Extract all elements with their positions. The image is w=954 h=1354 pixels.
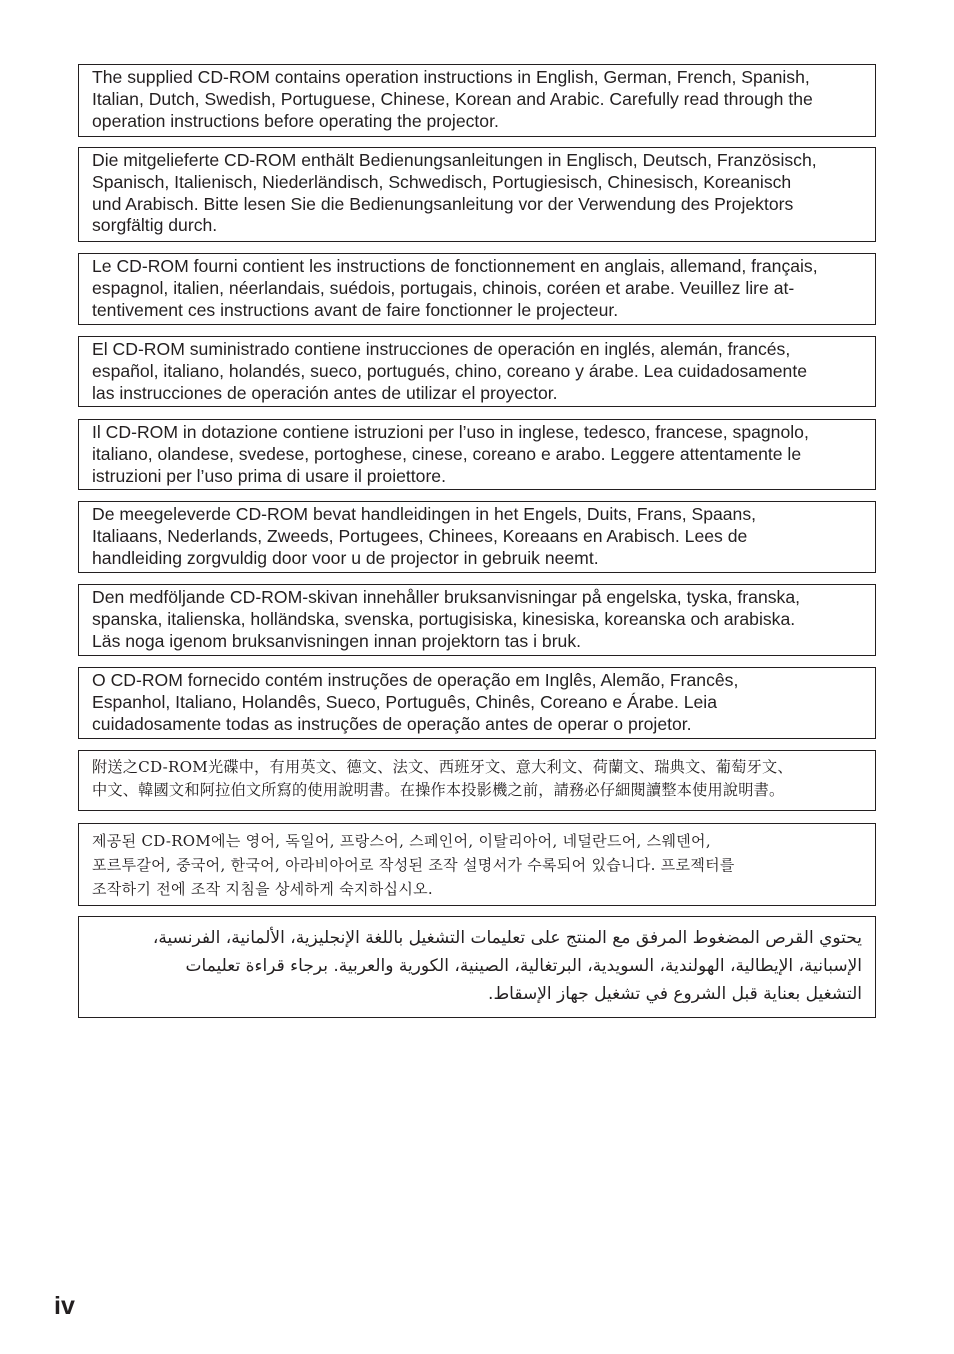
notice-line: 포르투갈어, 중국어, 한국어, 아라비아어로 작성된 조작 설명서가 수록되어 있습니다. 프로젝터를 xyxy=(92,856,735,874)
notice-line: cuidadosamente todas as instruções de operação antes de operar o projetor. xyxy=(92,713,692,734)
notice-chinese xyxy=(78,750,876,811)
notice-line: sorgfältig durch. xyxy=(92,215,218,236)
notice-line: التشغيل بعناية قبل الشروع في تشغيل جهاز الإسقاط. xyxy=(488,984,862,1004)
notice-line: 附送之CD-ROM光碟中，有用英文、德文、法文、西班牙文、意大利文、荷蘭文、瑞典文、葡萄牙文、 xyxy=(92,758,793,776)
page-number: iv xyxy=(54,1292,75,1320)
notice-line: 中文、韓國文和阿拉伯文所寫的使用說明書。在操作本投影機之前，請務必仔細閱讀整本使用說明書。 xyxy=(92,781,785,799)
notice-line: spanska, italienska, holländska, svenska, portugisiska, kinesiska, koreanska och arabiska. xyxy=(92,608,796,629)
notice-arabic xyxy=(78,916,876,1018)
notice-french xyxy=(78,253,876,325)
notice-english xyxy=(78,64,876,137)
notice-line: Le CD-ROM fourni contient les instructions de fonctionnement en anglais, allemand, français, xyxy=(92,256,818,276)
notice-line: handleiding zorgvuldig door voor u de projector in gebruik neemt. xyxy=(92,547,599,568)
notice-portuguese xyxy=(78,667,876,739)
notice-line: operation instructions before operating the projector. xyxy=(92,110,499,131)
notice-line: Il CD-ROM in dotazione contiene istruzioni per l’uso in inglese, tedesco, francese, spagnolo, xyxy=(92,422,809,442)
notice-line: Den medföljande CD-ROM-skivan innehåller bruksanvisningar på engelska, tyska, franska, xyxy=(92,587,800,607)
notice-line: 제공된 CD-ROM에는 영어, 독일어, 프랑스어, 스페인어, 이탈리아어, 네덜란드어, 스웨덴어, xyxy=(92,832,711,850)
notice-line: Spanisch, Italienisch, Niederländisch, Schwedisch, Portugiesisch, Chinesisch, Koreanisch xyxy=(92,171,792,192)
notice-line: español, italiano, holandés, sueco, portugués, chino, coreano y árabe. Lea cuidadosamente xyxy=(92,360,807,381)
notice-line: Espanhol, Italiano, Holandês, Sueco, Português, Chinês, Coreano e Árabe. Leia xyxy=(92,691,717,712)
notice-italian xyxy=(78,419,876,490)
notice-line: The supplied CD-ROM contains operation instructions in English, German, French, Spanish, xyxy=(92,67,810,87)
notice-german xyxy=(78,147,876,242)
notice-line: El CD-ROM suministrado contiene instrucciones de operación en inglés, alemán, francés, xyxy=(92,339,791,359)
notice-dutch xyxy=(78,501,876,573)
notice-spanish xyxy=(78,336,876,407)
notice-line: 조작하기 전에 조작 지침을 상세하게 숙지하십시오. xyxy=(92,880,434,898)
notice-korean xyxy=(78,823,876,906)
notice-line: Italiaans, Nederlands, Zweeds, Portugees, Chinees, Koreaans en Arabisch. Lees de xyxy=(92,525,748,546)
notice-line: istruzioni per l’uso prima di usare il proiettore. xyxy=(92,465,446,486)
notice-line: espagnol, italien, néerlandais, suédois, portugais, chinois, coréen et arabe. Veuillez lire at- xyxy=(92,277,795,298)
notice-line: und Arabisch. Bitte lesen Sie die Bedienungsanleitung vor der Verwendung des Projektors xyxy=(92,193,794,214)
notice-line: Läs noga igenom bruksanvisningen innan projektorn tas i bruk. xyxy=(92,630,582,651)
notice-line: الإسبانية، الإيطالية، الهولندية، السويدية، البرتغالية، الصينية، الكورية والعربية. برجاء قراءة تعليمات xyxy=(185,956,862,976)
notice-line: Italian, Dutch, Swedish, Portuguese, Chinese, Korean and Arabic. Carefully read through the xyxy=(92,88,813,109)
notice-line: O CD-ROM fornecido contém instruções de operação em Inglês, Alemão, Francês, xyxy=(92,670,739,690)
notice-line: يحتوي القرص المضغوط المرفق مع المنتج على تعليمات التشغيل باللغة الإنجليزية، الألمانية، الفرنسية، xyxy=(152,928,862,948)
notice-line: italiano, olandese, svedese, portoghese, cinese, coreano e arabo. Leggere attentamente le xyxy=(92,443,802,464)
notice-line: las instrucciones de operación antes de utilizar el proyector. xyxy=(92,382,558,403)
notice-swedish xyxy=(78,584,876,656)
notice-line: Die mitgelieferte CD-ROM enthält Bedienungsanleitungen in Englisch, Deutsch, Französisch, xyxy=(92,150,817,170)
notice-line: De meegeleverde CD-ROM bevat handleidingen in het Engels, Duits, Frans, Spaans, xyxy=(92,504,757,524)
notice-line: tentivement ces instructions avant de faire fonctionner le projecteur. xyxy=(92,299,619,320)
